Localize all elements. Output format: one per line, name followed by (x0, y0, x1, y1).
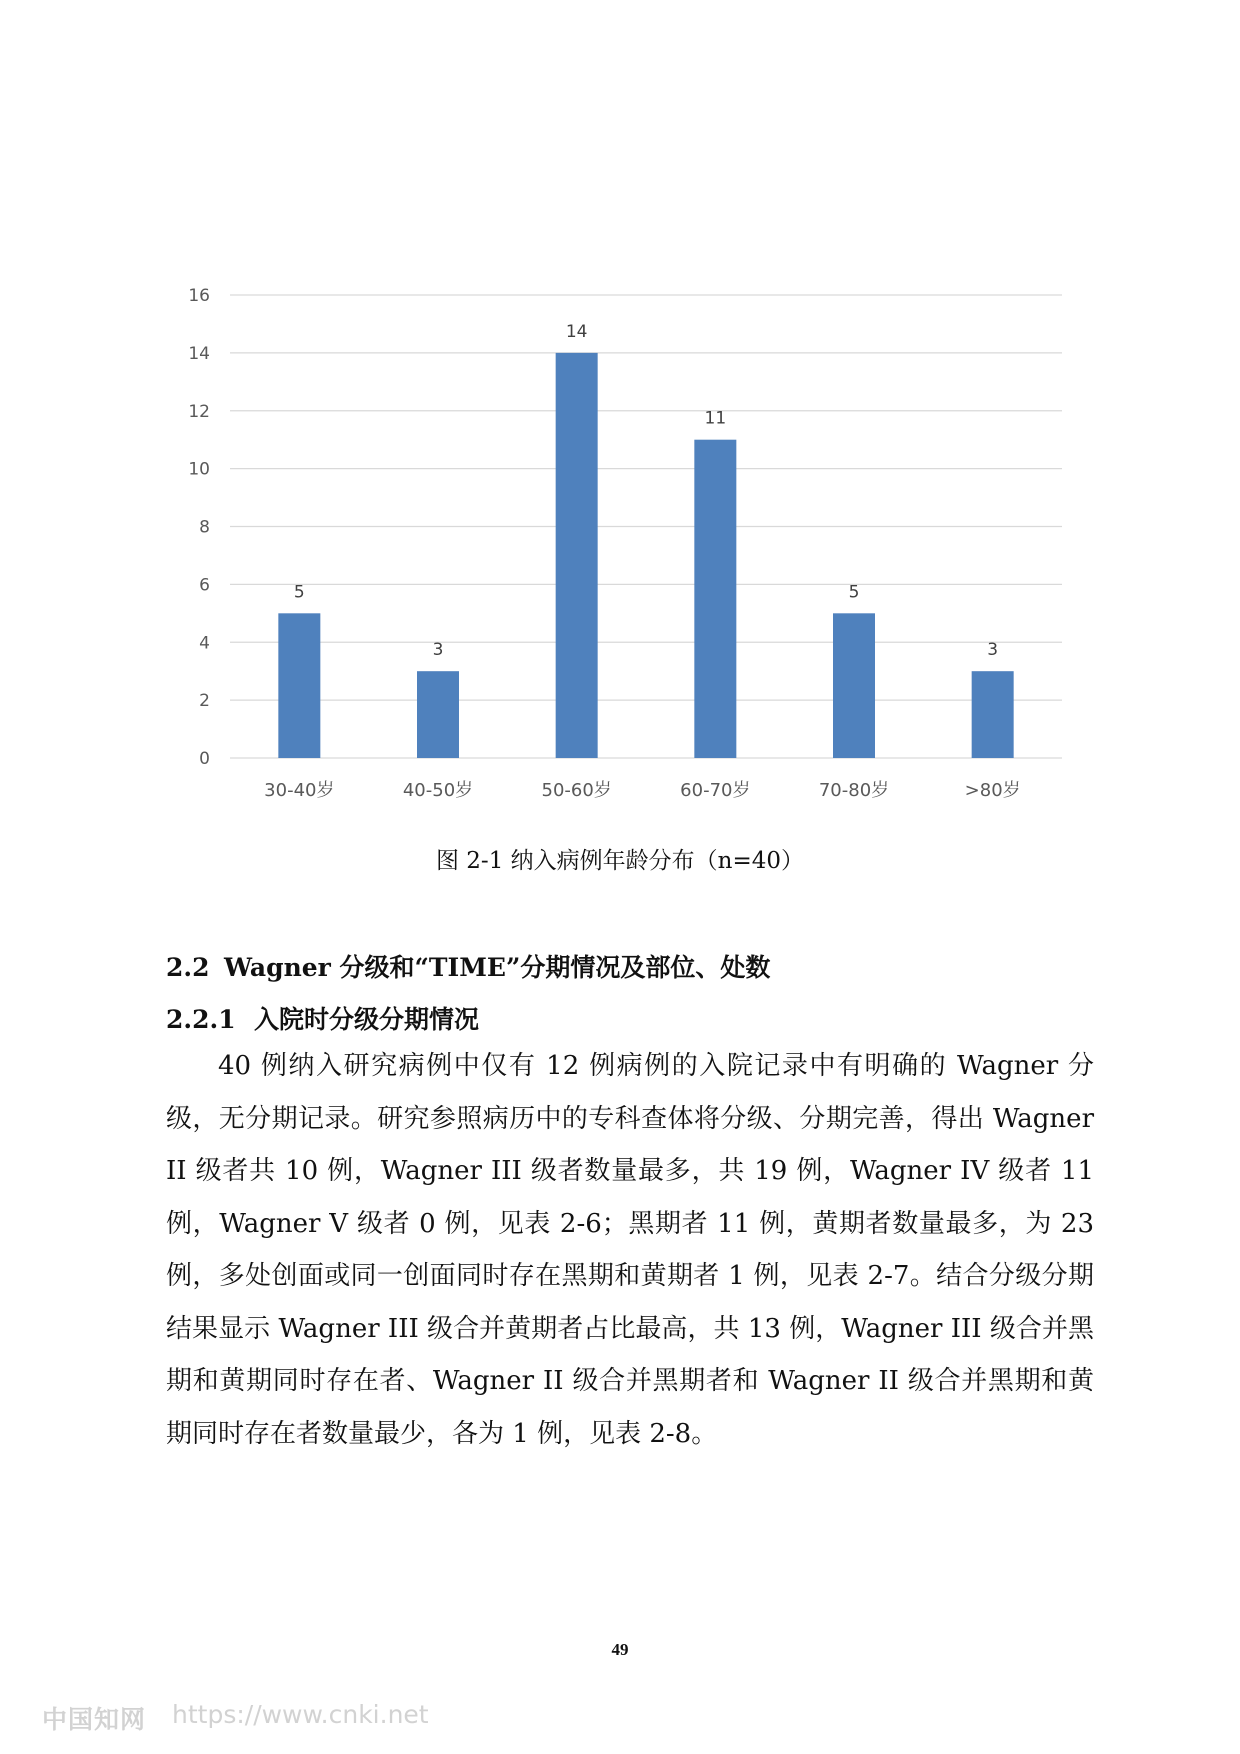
data-label: 5 (848, 582, 860, 603)
section-title: Wagner 分级和“TIME”分期情况及部位、处数 (224, 953, 771, 982)
data-label: 3 (987, 640, 999, 661)
y-tick-label: 10 (188, 459, 210, 480)
bar (972, 671, 1014, 758)
x-category-label: 70-80岁 (818, 780, 890, 801)
data-labels (294, 322, 998, 660)
body-text (166, 1040, 1094, 1460)
bar (417, 671, 459, 758)
bar (278, 613, 320, 758)
x-category-label: 60-70岁 (680, 780, 751, 801)
y-tick-label: 14 (188, 343, 210, 364)
y-tick-label: 12 (188, 401, 210, 422)
section-heading (166, 948, 770, 984)
y-tick-label: 2 (199, 691, 210, 712)
x-category-label: 30-40岁 (264, 780, 335, 801)
y-tick-label: 8 (199, 517, 210, 538)
y-tick-label: 0 (199, 749, 210, 769)
y-tick-label: 4 (199, 633, 210, 654)
subsection-heading (166, 1000, 479, 1036)
figure-caption: 图 2-1 纳入病例年龄分布（n=40） (435, 848, 804, 874)
bar (694, 440, 736, 758)
y-tick-label: 6 (199, 575, 210, 596)
section-number: 2.2 (166, 953, 210, 982)
data-label: 11 (704, 408, 727, 429)
data-label: 5 (293, 582, 305, 603)
x-category-label: 50-60岁 (541, 780, 612, 801)
cnki-watermark-logo: 中国知网 (42, 1705, 147, 1734)
y-tick-label: 16 (188, 286, 210, 306)
bars (278, 353, 1013, 758)
bar (833, 613, 875, 758)
data-label: 14 (565, 321, 588, 342)
page-number: 49 (611, 1640, 629, 1659)
subsection-title: 入院时分级分期情况 (254, 1005, 480, 1034)
bar (556, 353, 598, 758)
cnki-watermark-url: https://www.cnki.net (172, 1700, 429, 1729)
subsection-number: 2.2.1 (166, 1005, 236, 1034)
data-label: 3 (432, 640, 444, 661)
x-category-label: >80岁 (964, 780, 1021, 801)
gridlines (230, 295, 1062, 758)
x-axis-categories (264, 780, 1020, 801)
x-category-label: 40-50岁 (402, 780, 474, 801)
body-paragraph: 40 例纳入研究病例中仅有 12 例病例的入院记录中有明确的 Wagner 分级，无分期记录。研究参照病历中的专科查体将分级、分期完善，得出 Wagner II 级者共 10 例，Wagner III 级者数量最多，共 19 例，Wagner IV 级者 11 例，Wagner V 级者 0 例，见表 2-6；黑期者 11 例，黄期者数量最多，为 23 例，多处创面或同一创面同时存在黑期和黄期者 1 例，见表 2-7。结合分级分期结果显示 Wagner III 级合并黄期者占比最高，共 13 例，Wagner III 级合并黑期和黄期同时存在者、Wagner II 级合并黑期者和 Wagner II 级合并黑期和黄期同时存在者数量最少，各为 1 例，见表 2-8。 (166, 1051, 1094, 1449)
age-distribution-chart (0, 0, 1240, 820)
y-axis-ticks (188, 286, 210, 769)
